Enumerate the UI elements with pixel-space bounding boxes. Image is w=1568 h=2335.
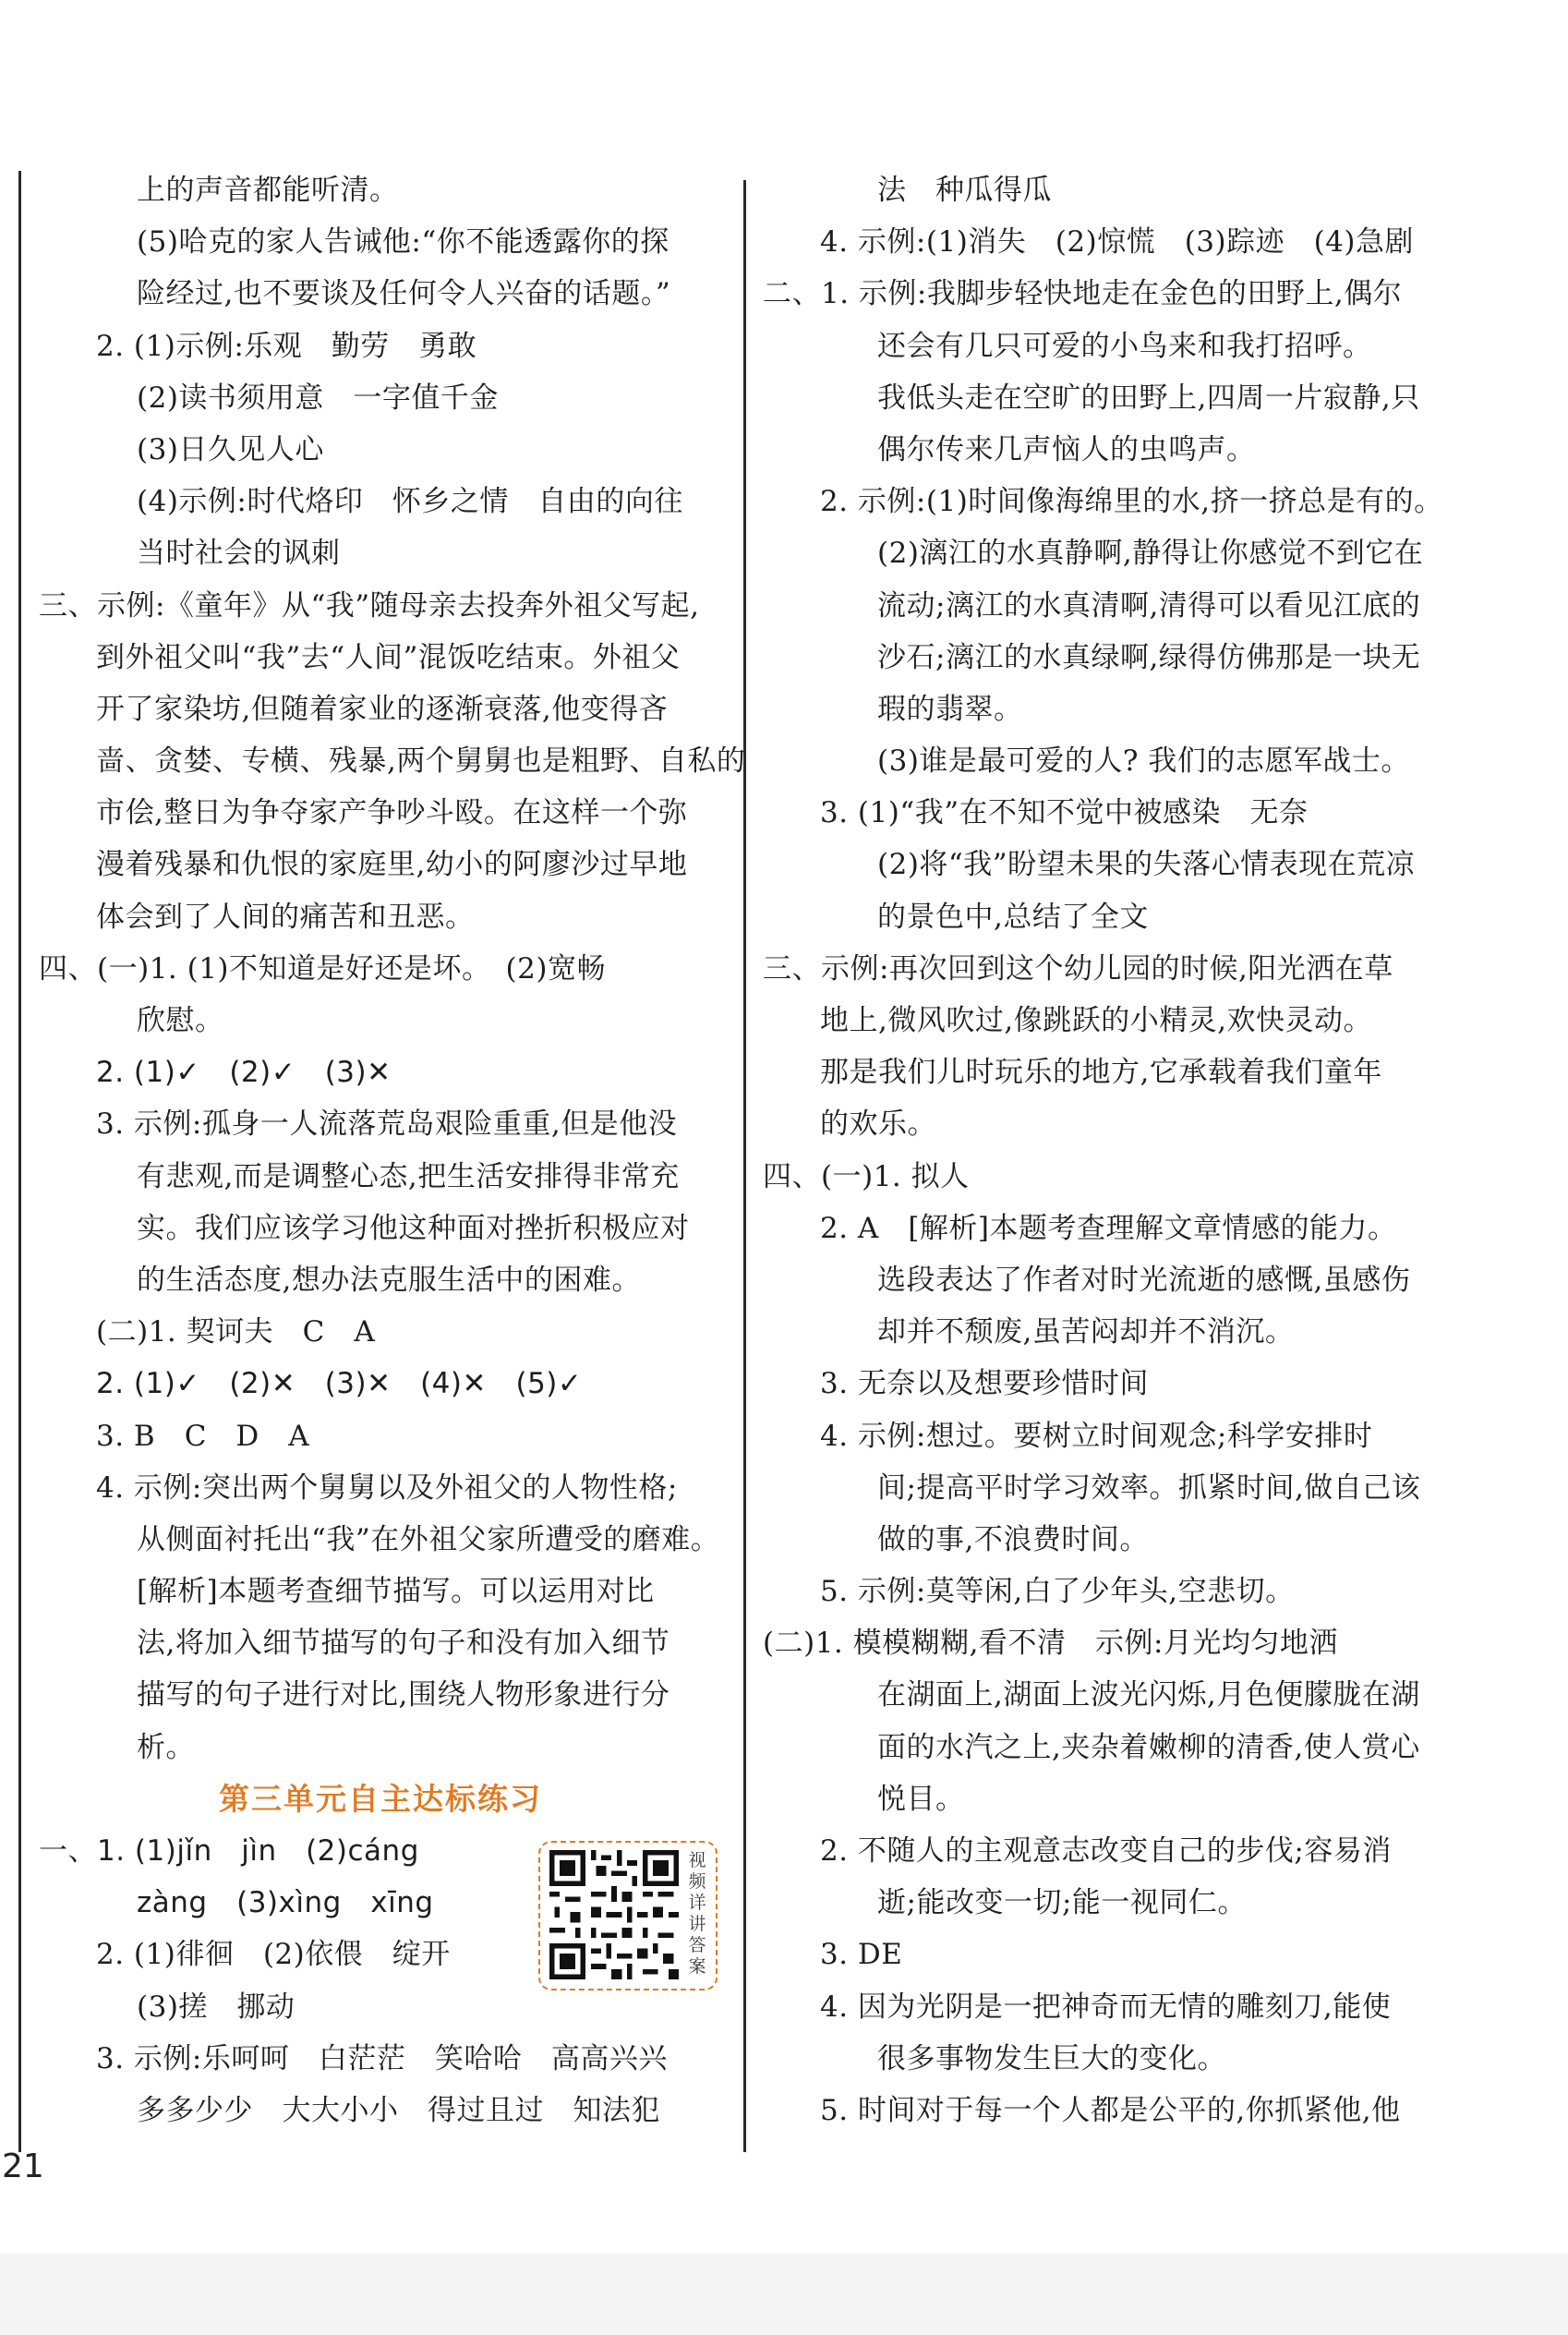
answer-line: 2. (1)徘徊 (2)依偎 绽开: [96, 1938, 451, 1972]
answer-line: 却并不颓废,虽苦闷却并不消沉。: [877, 1315, 1295, 1349]
answer-line: 啬、贪婪、专横、残暴,两个舅舅也是粗野、自私的: [96, 744, 746, 779]
answer-line: (4)示例:时代烙印 怀乡之情 自由的向往: [137, 485, 683, 519]
answer-line: (3)谁是最可爱的人? 我们的志愿军战士。: [877, 744, 1410, 779]
qr-caption: 视频详讲答案: [688, 1850, 706, 1977]
answer-line: 间;提高平时学习效率。抓紧时间,做自己该: [877, 1470, 1421, 1505]
answer-line: 地上,微风吹过,像跳跃的小精灵,欢快灵动。: [820, 1004, 1373, 1037]
page-bottom-margin: [0, 2254, 1568, 2335]
answer-line: 3. (1)“我”在不知不觉中被感染 无奈: [820, 796, 1309, 830]
answer-line: 一、1. (1)jǐn jìn (2)cáng: [39, 1834, 419, 1868]
answer-line: 面的水汽之上,夹杂着嫩柳的清香,使人赏心: [877, 1730, 1420, 1764]
answer-line: 三、示例:再次回到这个幼儿园的时候,阳光洒在草: [763, 951, 1393, 986]
answer-line: [解析]本题考查细节描写。可以运用对比: [137, 1575, 655, 1609]
answer-line: 描写的句子进行对比,围绕人物形象进行分: [137, 1678, 670, 1712]
answer-line: 3. B C D A: [96, 1419, 310, 1453]
answer-line: 欣慰。: [137, 1004, 224, 1037]
answer-line: 在湖面上,湖面上波光闪烁,月色便朦胧在湖: [877, 1678, 1420, 1712]
page-number: 21: [2, 2147, 44, 2185]
answer-line: 漫着残暴和仇恨的家庭里,幼小的阿廖沙过早地: [96, 848, 688, 882]
answer-line: 四、(一)1. (1)不知道是好还是坏。 (2)宽畅: [39, 951, 606, 986]
answer-line: 的生活态度,想办法克服生活中的困难。: [137, 1263, 641, 1297]
answer-line: 法 种瓜得瓜: [877, 174, 1052, 207]
answer-line: 4. 示例:突出两个舅舅以及外祖父的人物性格;: [96, 1470, 678, 1505]
answer-line: 当时社会的讽刺: [137, 537, 341, 571]
answer-line: 流动;漓江的水真清啊,清得可以看见江底的: [877, 588, 1421, 623]
answer-line: (2)读书须用意 一字值千金: [137, 381, 499, 415]
answer-line: 2. 不随人的主观意志改变自己的步伐;容易消: [820, 1834, 1392, 1868]
answer-line: 沙石;漓江的水真绿啊,绿得仿佛那是一块无: [877, 640, 1421, 674]
answer-line: 我低头走在空旷的田野上,四周一片寂静,只: [877, 381, 1420, 415]
answer-line: 多多少少 大大小小 得过且过 知法犯: [137, 2093, 660, 2127]
answer-line: 4. 示例:(1)消失 (2)惊慌 (3)踪迹 (4)急剧: [820, 225, 1415, 260]
answer-line: 2. (1)✓ (2)✓ (3)✕: [96, 1056, 392, 1090]
answer-line: 那是我们儿时玩乐的地方,它承载着我们童年: [820, 1056, 1382, 1090]
answer-line: 的欢乐。: [820, 1107, 936, 1142]
answer-line: 二、1. 示例:我脚步轻快地走在金色的田野上,偶尔: [763, 277, 1403, 311]
answer-line: 有悲观,而是调整心态,把生活安排得非常充: [137, 1159, 680, 1193]
answer-line: (二)1. 模模糊糊,看不清 示例:月光均匀地洒: [763, 1627, 1338, 1661]
answer-line: 2. (1)示例:乐观 勤劳 勇敢: [96, 329, 477, 363]
answer-line: 开了家染坊,但随着家业的逐渐衰落,他变得吝: [96, 692, 669, 726]
answer-line: 还会有几只可爱的小鸟来和我打招呼。: [877, 329, 1372, 363]
answer-line: 选段表达了作者对时光流逝的感慨,虽感伤: [877, 1263, 1411, 1297]
answer-line: 市侩,整日为争夺家产争吵斗殴。在这样一个弥: [96, 796, 688, 830]
answer-line: (3)搓 挪动: [137, 1990, 296, 2024]
answer-line: 四、(一)1. 拟人: [763, 1159, 970, 1193]
answer-line: 4. 因为光阴是一把神奇而无情的雕刻刀,能使: [820, 1990, 1392, 2024]
answer-line: 法,将加入细节描写的句子和没有加入细节: [137, 1627, 670, 1661]
answer-line: 实。我们应该学习他这种面对挫折积极应对: [137, 1211, 690, 1245]
answer-line: 做的事,不浪费时间。: [877, 1522, 1149, 1556]
answer-line: (2)漓江的水真静啊,静得让你感觉不到它在: [877, 537, 1424, 571]
answer-line: (2)将“我”盼望未果的失落心情表现在荒凉: [877, 848, 1416, 882]
answer-line: 3. DE: [820, 1938, 903, 1972]
right-column: [757, 164, 1553, 2136]
answer-line: 到外祖父叫“我”去“人间”混饭吃结束。外祖父: [96, 640, 681, 674]
answer-line: 3. 无奈以及想要珍惜时间: [820, 1367, 1149, 1401]
answer-line: 从侧面衬托出“我”在外祖父家所遭受的磨难。: [137, 1522, 720, 1556]
answer-line: 的景色中,总结了全文: [877, 900, 1149, 934]
video-answer-qr-box[interactable]: [538, 1841, 718, 1990]
section-heading: 第三单元自主达标练习: [219, 1780, 542, 1817]
answer-line: 5. 时间对于每一个人都是公平的,你抓紧他,他: [820, 2093, 1401, 2127]
answer-line: (二)1. 契诃夫 C A: [96, 1315, 376, 1349]
answer-line: 2. 示例:(1)时间像海绵里的水,挤一挤总是有的。: [820, 485, 1443, 519]
answer-line: 逝;能改变一切;能一视同仁。: [877, 1886, 1247, 1920]
answer-line: 2. (1)✓ (2)✕ (3)✕ (4)✕ (5)✓: [96, 1367, 583, 1401]
answer-line: 2. A [解析]本题考查理解文章情感的能力。: [820, 1211, 1397, 1245]
answer-line: 析。: [137, 1730, 195, 1764]
answer-line: 偶尔传来几声恼人的虫鸣声。: [877, 432, 1256, 466]
answer-line: (5)哈克的家人告诫他:“你不能透露你的探: [137, 225, 669, 260]
left-margin-rule: [18, 171, 21, 2152]
answer-line: 3. 示例:乐呵呵 白茫茫 笑哈哈 高高兴兴: [96, 2041, 668, 2075]
answer-line: 悦目。: [877, 1782, 965, 1816]
answer-line: 3. 示例:孤身一人流落荒岛艰险重重,但是他没: [96, 1107, 678, 1142]
answer-line: zàng (3)xìng xīng: [137, 1886, 434, 1920]
answer-line: 5. 示例:莫等闲,白了少年头,空悲切。: [820, 1575, 1295, 1609]
answer-line: 瑕的翡翠。: [877, 692, 1023, 726]
answer-line: 三、示例:《童年》从“我”随母亲去投奔外祖父写起,: [39, 588, 700, 623]
qr-code-icon: [549, 1850, 679, 1979]
answer-line: 很多事物发生巨大的变化。: [877, 2041, 1226, 2075]
answer-line: 险经过,也不要谈及任何令人兴奋的话题。”: [137, 277, 671, 311]
answer-line: (3)日久见人心: [137, 432, 324, 466]
answer-line: 上的声音都能听清。: [137, 174, 399, 207]
answer-line: 体会到了人间的痛苦和丑恶。: [96, 900, 475, 934]
answer-line: 4. 示例:想过。要树立时间观念;科学安排时: [820, 1419, 1373, 1453]
column-divider-rule: [743, 180, 746, 2152]
